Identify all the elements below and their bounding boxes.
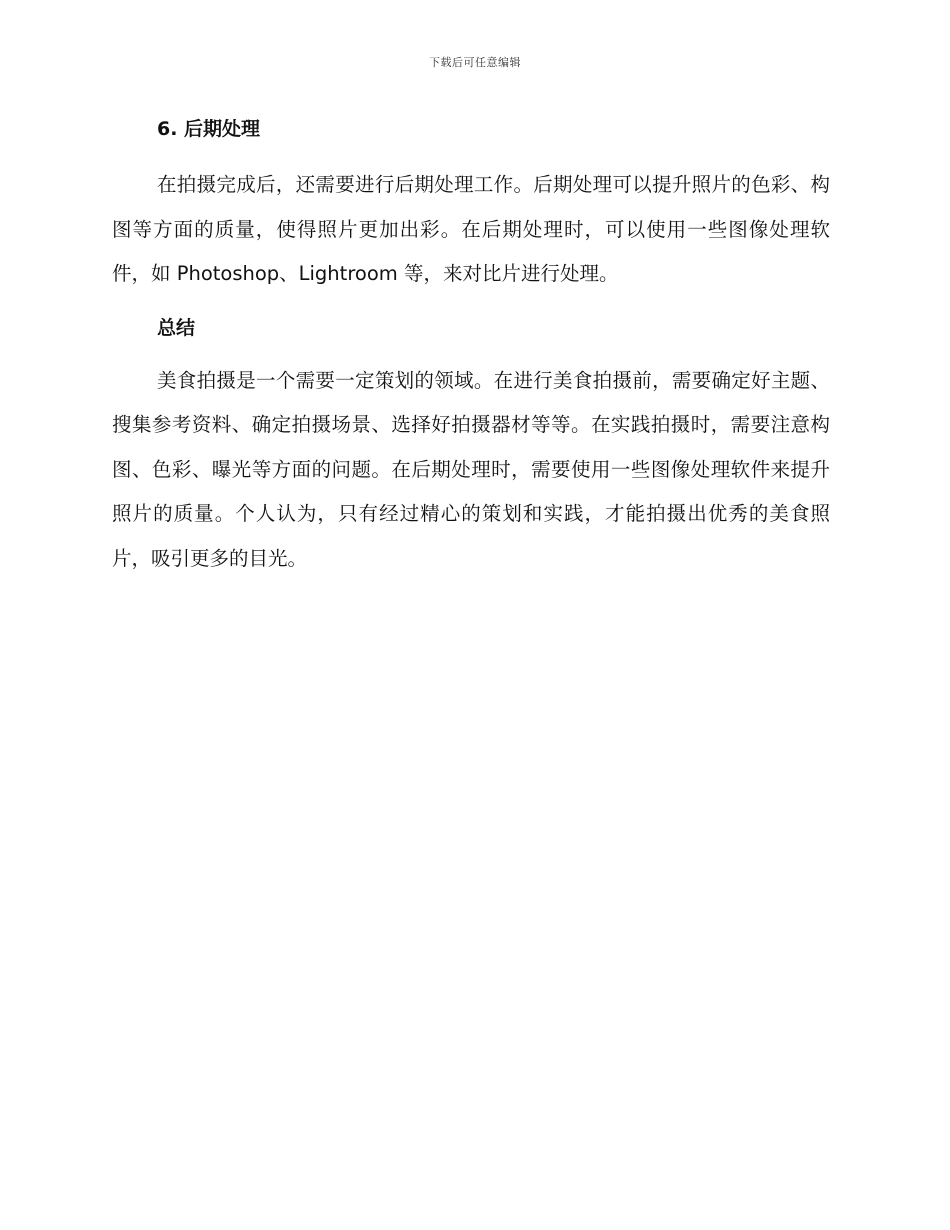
running-header: 下载后可任意编辑 <box>429 56 521 69</box>
document-body <box>112 112 830 581</box>
section-paragraph-summary: 美食拍摄是一个需要一定策划的领域。在进行美食拍摄前，需要确定好主题、搜集参考资料、确定拍摄场景、选择好拍摄器材等等。在实践拍摄时，需要注意构图、色彩、曝光等方面的问题。在后期处理时，需要使用一些图像处理软件来提升照片的质量。个人认为，只有经过精心的策划和实践，才能拍摄出优秀的美食照片，吸引更多的目光。 <box>112 368 830 570</box>
section-heading-summary: 总结 <box>157 316 196 339</box>
section-heading-post-processing: 6. 后期处理 <box>157 118 261 140</box>
section-paragraph-post-processing: 在拍摄完成后，还需要进行后期处理工作。后期处理可以提升照片的色彩、构图等方面的质量，使得照片更加出彩。在后期处理时，可以使用一些图像处理软件，如 Photoshop、Lightroom 等，来对比片进行处理。 <box>112 173 830 285</box>
